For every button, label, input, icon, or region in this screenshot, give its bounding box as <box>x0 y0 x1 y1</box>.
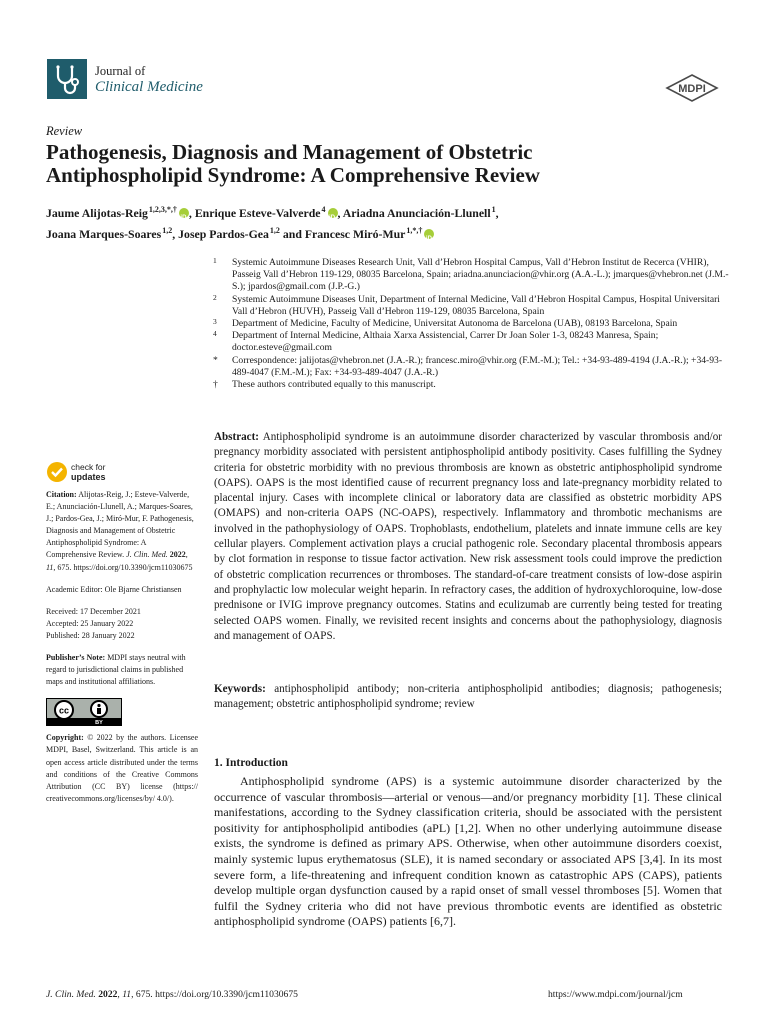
orcid-icon[interactable] <box>424 229 434 239</box>
check-for-updates-button[interactable] <box>46 461 136 485</box>
mdpi-logo-text: MDPI <box>678 83 706 95</box>
sidebar <box>46 489 198 805</box>
orcid-icon[interactable] <box>179 208 189 218</box>
abstract-label: Abstract: <box>214 431 259 443</box>
journal-logo-icon <box>47 59 87 99</box>
svg-text:BY: BY <box>95 720 103 726</box>
copyright: Copyright: © 2022 by the authors. Licensee MDPI, Basel, Switzerland. This article is an open access article distributed under the terms and conditions of the Creative Commons Attribution (CC BY) license (https:// creativecommons.org/licenses/by/ 4.0/). <box>46 733 199 803</box>
section-heading-introduction: 1. Introduction <box>214 757 288 769</box>
journal-name[interactable]: Clinical Medicine <box>95 79 203 95</box>
dates <box>46 606 198 642</box>
keywords-label: Keywords: <box>214 683 266 695</box>
journal-of-label: Journal of <box>95 64 146 78</box>
abstract <box>214 430 722 644</box>
check-updates-icon <box>46 461 68 483</box>
publisher-note: Publisher’s Note: MDPI stays neutral with regard to jurisdictional claims in published maps and institutional affiliations. <box>46 653 186 687</box>
author-affil-sup: 1,*,† <box>406 225 423 235</box>
author-name[interactable]: Enrique Esteve-Valverde <box>194 205 321 220</box>
received-date: Received: 17 December 2021 <box>46 606 141 616</box>
footer-citation: J. Clin. Med. 2022, 11, 675. https://doi.org/10.3390/jcm11030675 <box>46 989 298 1000</box>
keywords <box>214 682 722 713</box>
author-name[interactable]: Joana Marques-Soares <box>46 226 162 241</box>
citation: Citation: Alijotas-Reig, J.; Esteve-Valverde, E.; Anunciación-Llunell, A.; Marques-Soares, J.; Pardos-Gea, J.; Miró-Mur, F. Pathogenesis, Diagnosis and Management of Obstetric Antiphospholipid Syndrome: A Comprehensive Review. J. Clin. Med. 2022, 11, 675. https://doi.org/10.3390/jcm11030675 <box>46 490 194 572</box>
academic-editor: Academic Editor: Ole Bjarne Christiansen <box>46 584 182 594</box>
author-affil-sup: 4 <box>321 205 326 214</box>
accepted-date: Accepted: 25 January 2022 <box>46 618 134 628</box>
citation-doi-link[interactable]: , 675. https://doi.org/10.3390/jcm11030675 <box>53 562 193 572</box>
author-list: Jaume Alijotas-Reig $^{1,2,3,*,\dagger}$iD , Enrique Esteve-Valverde $^4$iD , Ariadna Anunciación-Llunell $^1$, Joana Marques-Soares $^{1,2}$, Josep Pardos-Gea $^{1,2}$ and Francesc Miró-Mur $^{1,*,\dagger}$iD <box>46 201 736 243</box>
article-title: Pathogenesis, Diagnosis and Management of Obstetric Antiphospholipid Syndrome: A Comprehensive Review <box>46 140 540 187</box>
published-date: Published: 28 January 2022 <box>46 630 135 640</box>
keywords-text: antiphospholipid antibody; non-criteria antiphospholipid antibodies; diagnosis; pathogenesis; management; obstetric antiphospholipid syndrome; review <box>214 683 722 711</box>
author-name[interactable]: Francesc Miró-Mur <box>304 226 406 241</box>
author-affil-sup: 1 <box>491 205 496 214</box>
updates-label: updates <box>71 472 106 482</box>
author-affil-sup: 1,2 <box>269 225 280 235</box>
introduction-paragraph: Antiphospholipid syndrome (APS) is a systemic autoimmune disorder characterized by the occurrence of vascular thrombosis—arterial or venous—and/or pregnancy morbidity [1]. These clinical manifestations, according to the Sydney classification criteria, should be associated with the persistent positivity for antiphospholipid antibodies (aPL) [1,2]. When no other underlying autoimmune disease exists, the syndrome is defined as primary APS. Otherwise, when other autoimmune disorders coexist, mainly systemic lupus erythematosus (SLE), it is named secondary or associated APS [3,4]. In its most severe form, a life-threatening and infrequent condition known as catastrophic APS (CAPS), patients develop multiple organ dysfunction caused by a rapid onset of small vessel thromboses [5]. Women that fulfil the Sydney criteria who did not have previous thrombotic events are identified as obstetric antiphospholipid syndrome (OAPS) patients [6,7]. <box>214 774 722 929</box>
abstract-text: Antiphospholipid syndrome is an autoimmune disorder characterized by vascular thrombosis and/or pregnancy morbidity associated with persistent antiphospholipid antibody positivity. Cases fulfilling the Sydney criteria for obstetric morbidity with no previous thrombosis are known as obstetric antiphospholipid syndrome (OAPS). OAPS is the most identified cause of recurrent pregnancy loss and late-pregnancy morbidity related to placental injury. Cases with incomplete clinical or laboratory data are classified as obstetric morbidity APS (OMAPS) and non-criteria OAPS (NC-OAPS), respectively. Inflammatory and thrombotic mechanisms are involved in the pathophysiology of OAPS. Trophoblasts, endothelium, platelets and innate immune cells are key cellular players. Complement activation plays a crucial pathogenic role. Secondary placental thrombosis appears by clot formation in response to tissue factor activation. New risk assessment tools could improve the prediction of obstetric complication recurrences or thromboses. The standard-of-care treatment consists of low-dose aspirin and prophylactic low molecular weight heparin. In refractory cases, the addition of hydroxychloroquine, low-dose prednisone or IVIG improve pregnancy outcomes. Statins and eculizumab are currently being tested for treating selected OAPS women. Finally, we revisited recent insights and concerns about the pathophysiology, diagnosis and management of OAPS. <box>214 431 722 642</box>
author-affil-sup: 1,2 <box>162 225 173 235</box>
author-name[interactable]: Ariadna Anunciación-Llunell <box>342 205 491 220</box>
article-type: Review <box>46 124 83 138</box>
affiliation-item: 2 Systemic Autoimmune Diseases Unit, Department of Internal Medicine, Vall d’Hebron Hospital Campus, Hospital Universitari Vall d’Hebron (HUVH), Passeig Vall d’Hebron 119-129, 08035 Barcelona, Spain <box>213 292 720 317</box>
orcid-icon[interactable] <box>328 208 338 218</box>
affiliation-item: 1 Systemic Autoimmune Diseases Research Unit, Vall d’Hebron Hospital Campus, Vall d’Hebron Institut de Recerca (VHIR), Passeig Vall d’Hebron 119-129, 08035 Barcelona, Spain; ariadna.anunciacion@vhir.org (A.A.-L.); jmarques@vhebron.net (J.M.-S.); jpardos@gmail.com (J.P.-G.) <box>213 256 729 293</box>
affiliation-item: 4 Department of Internal Medicine, Althaia Xarxa Assistencial, Carrer Dr Joan Soler 1-3, 08243 Manresa, Spain; doctor.esteve@gmail.com <box>213 329 659 354</box>
journal-url-link[interactable]: https://www.mdpi.com/journal/jcm <box>548 989 683 1000</box>
cc-by-license-icon[interactable] <box>46 698 122 726</box>
author-name[interactable]: Jaume Alijotas-Reig <box>46 205 148 220</box>
footer-doi-link[interactable]: , 675. https://doi.org/10.3390/jcm11030675 <box>131 989 298 1000</box>
equal-contribution-note: † These authors contributed equally to this manuscript. <box>213 379 436 391</box>
check-for-label: check for <box>71 462 106 472</box>
affiliations <box>213 257 733 391</box>
author-affil-sup: 1,2,3,*,† <box>148 205 177 214</box>
affiliation-item: 3 Department of Medicine, Faculty of Medicine, Universitat Autonoma de Barcelona (UAB), 08193 Barcelona, Spain <box>213 317 678 330</box>
svg-text:cc: cc <box>58 705 70 716</box>
mdpi-logo-icon[interactable] <box>665 73 720 103</box>
author-name[interactable]: Josep Pardos-Gea <box>178 226 269 241</box>
correspondence: * Correspondence: jalijotas@vhebron.net (J.A.-R.); francesc.miro@vhir.org (F.M.-M.); Tel.: +34-93-489-4194 (J.A.-R.); +34-93-489-4047 (F.M.-M.); Fax: +34-93-489-4047 (J.A.-R.) <box>213 354 723 378</box>
